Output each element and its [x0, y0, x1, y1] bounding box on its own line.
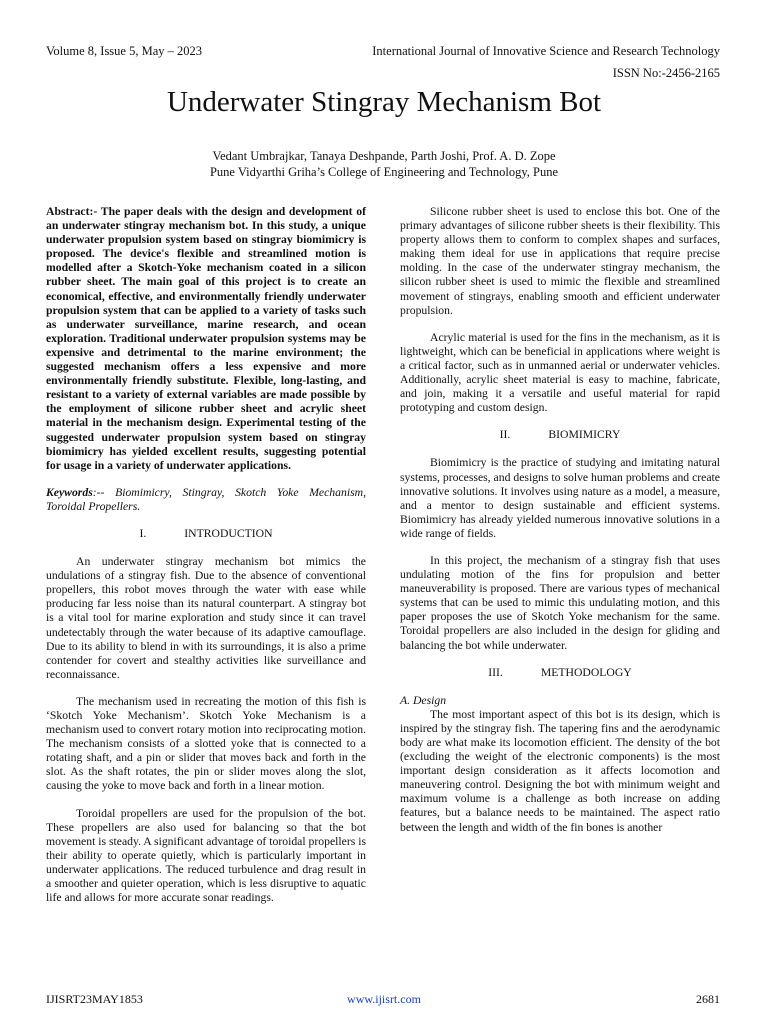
section-number: II.: [499, 428, 511, 442]
section-heading-methodology: [400, 666, 720, 680]
paragraph: The mechanism used in recreating the motion of this fish is ‘Skotch Yoke Mechanism’. Skotch Yoke Mechanism is a mechanism used to convert rotary motion into reciprocating motion. The mechanism consists of a slotted yoke that is connected to a rotating shaft, and a pin or slider that moves back and forth in the slot. As the shaft rotates, the pin or slider moves along the slot, causing the yoke to move back and forth in a linear motion.: [46, 694, 366, 793]
subsection-heading: A. Design: [400, 693, 447, 707]
paragraph: Toroidal propellers are used for the propulsion of the bot. These propellers are also used for balancing so that the bot movement is steady. A significant advantage of toroidal propellers is their ability to operate quietly, which is particularly important in underwater applications. The reduced turbulence and drag result in a smoother and quieter operation, which is less disruptive to aquatic life and allows for more accurate sonar readings.: [46, 806, 366, 905]
paragraph: The most important aspect of this bot is its design, which is inspired by the stingray fish. The tapering fins and the aerodynamic body are what make its locomotion efficient. The density of the bot (excluding the weight of the electronic components) is the most important design consideration as it affects locomotion and maneuvering control. Designing the bot with minimum weight and maximum volume is a challenge as both increase on adding features, but a balance needs to be maintained. The aspect ratio between the length and width of the fin bones is another: [400, 707, 720, 834]
section-title: BIOMIMICRY: [548, 428, 621, 442]
page-number: 2681: [696, 992, 720, 1006]
paragraph: Biomimicry is the practice of studying and imitating natural systems, processes, and designs to solve human problems and create innovative solutions. It involves using nature as a model, a measure, and a mentor to design sustainable and efficient systems. Biomimicry has already yielded numerous innovative solutions in a wide range of fields.: [400, 456, 720, 540]
section-number: III.: [488, 665, 503, 679]
paragraph: An underwater stingray mechanism bot mimics the undulations of a stingray fish. Due to the absence of conventional propellers, this robot moves through the water with ease while producing far less noise than its natural counterpart. A stingray bot is a vital tool for marine exploration and study since it can travel undetectably through the water because of its adaptive camouflage. Due to its ability to blend in with its surroundings, it is also a prime contender for covert and stealthy activities like surveillance and reconnaissance.: [46, 555, 366, 681]
abstract-text: The paper deals with the design and development of an underwater stingray mechanism bot. In this study, a unique underwater propulsion system based on stingray biomimicry is proposed. The device's flexible and streamlined motion is modelled after a Skotch-Yoke mechanism coated in a silicon rubber sheet. The main goal of this project is to create an economical, effective, and environmentally friendly underwater propulsion system that can be applied to a variety of tasks such as underwater surveillance, marine research, and ocean exploration. Traditional underwater propulsion systems may be expensive and detrimental to the marine environment; the suggested mechanism offers a less expensive and more environmentally friendly substitute. Flexible, long-lasting, and resistant to a variety of external variables are made possible by the employment of silicone rubber sheet and acrylic sheet material in the mechanism design. Experimental testing of the suggested underwater propulsion system based on stingray biomimicry has yielded excellent results, suggesting potential for usage in a variety of underwater applications.: [46, 205, 366, 472]
left-column: [46, 205, 366, 918]
section-title: INTRODUCTION: [184, 526, 273, 540]
paragraph: Acrylic material is used for the fins in the mechanism, as it is lightweight, which can be beneficial in applications where weight is a critical factor, such as in unmanned aerial or underwater vehicles. Additionally, acrylic sheet material is easy to machine, fabricate, and join, making it a versatile and useful material for rapid prototyping and custom design.: [400, 330, 720, 415]
issn: ISSN No:-2456-2165: [612, 66, 720, 80]
abstract-label: Abstract:-: [46, 205, 98, 218]
paragraph: In this project, the mechanism of a stingray fish that uses undulating motion of the fins for propulsion and better maneuverability is proposed. There are various types of mechanical systems that can be used to mimic this undulating motion, and this paper proposes the use of Skotch Yoke mechanism for the same. Toroidal propellers are also included in the design for gliding and balancing the bot while underwater.: [400, 553, 720, 652]
author-block: [0, 148, 768, 180]
section-title: METHODOLOGY: [540, 665, 632, 679]
abstract: [46, 205, 366, 473]
keywords-text: :-- Biomimicry, Stingray, Skotch Yoke Mechanism, Toroidal Propellers.: [46, 485, 366, 513]
keywords: [46, 486, 366, 514]
keywords-label: Keywords: [46, 485, 93, 499]
right-column: [400, 205, 720, 848]
journal-url-link[interactable]: www.ijisrt.com: [347, 992, 421, 1006]
section-heading-introduction: [46, 527, 366, 541]
journal-name: International Journal of Innovative Science and Research Technology: [372, 44, 720, 58]
paragraph: Silicone rubber sheet is used to enclose this bot. One of the primary advantages of silicone rubber sheets is their flexibility. This property allows them to conform to complex shapes and surfaces, making them ideal for use in applications that require precise molding. In the case of the underwater stingray mechanism, the silicon rubber sheet is used to mimic the flexible and streamlined movement of stingrays, enabling smooth and efficient underwater propulsion.: [400, 205, 720, 317]
authors: Vedant Umbrajkar, Tanaya Deshpande, Parth Joshi, Prof. A. D. Zope: [212, 149, 556, 163]
paper-id: IJISRT23MAY1853: [46, 992, 143, 1006]
section-heading-biomimicry: [400, 428, 720, 442]
journal-volume: Volume 8, Issue 5, May – 2023: [46, 44, 203, 58]
paper-title: Underwater Stingray Mechanism Bot: [166, 86, 602, 118]
section-number: I.: [139, 526, 147, 540]
affiliation: Pune Vidyarthi Griha’s College of Engineering and Technology, Pune: [209, 165, 559, 179]
